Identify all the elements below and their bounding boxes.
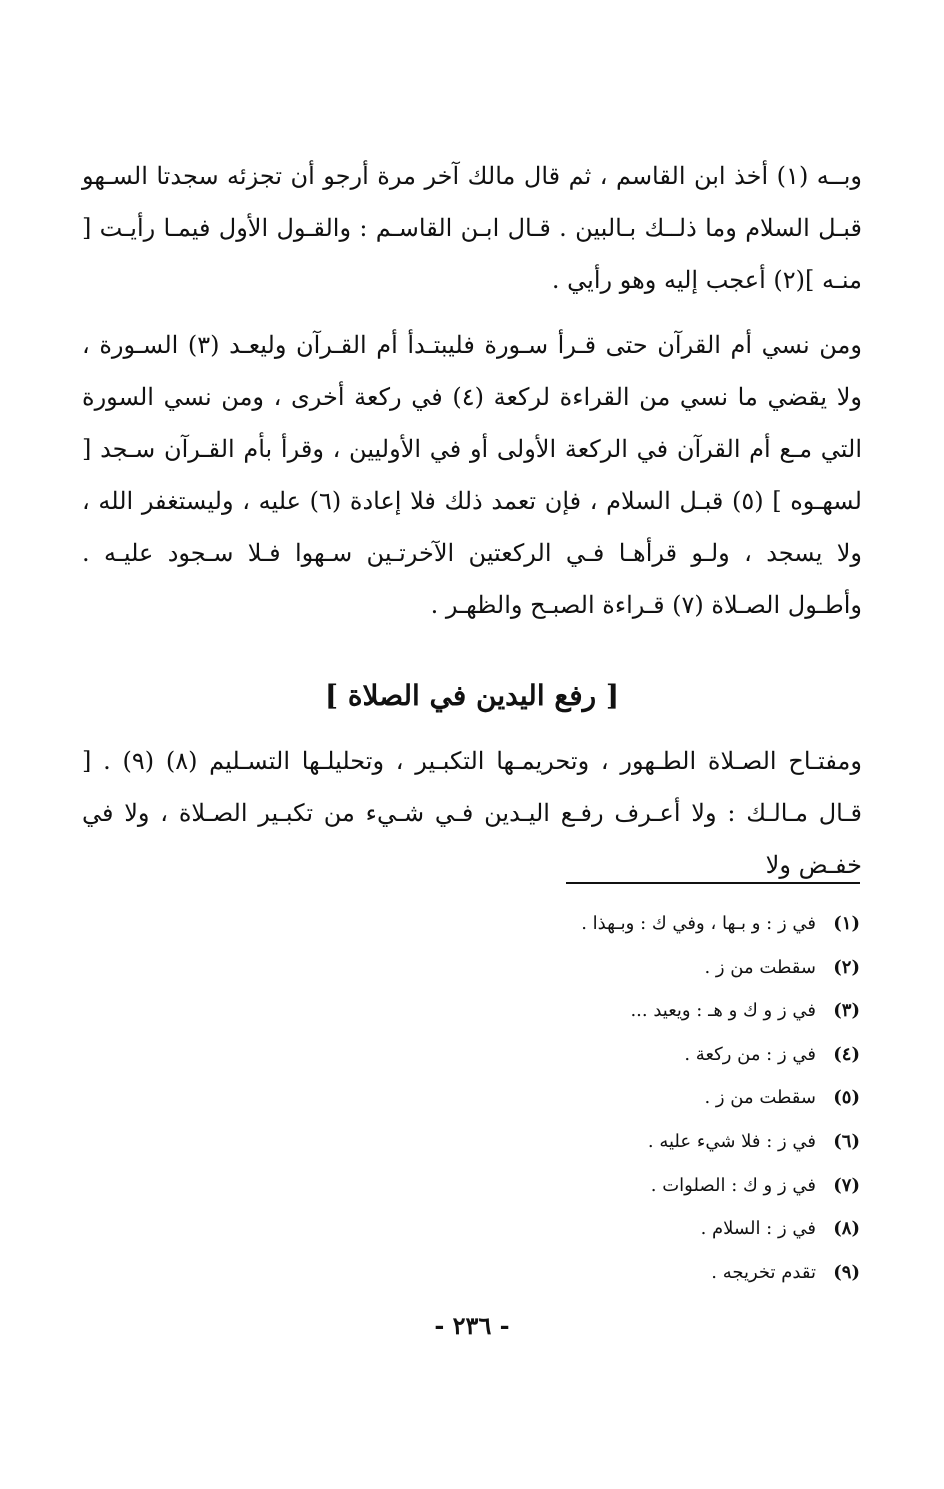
footnote-number: (٦): [833, 1130, 860, 1152]
footnote-number: (٢): [833, 956, 860, 978]
paragraph-3: ومفتـاح الصـلاة الطـهور ، وتحريمـها التكبـير ، وتحليلـها التسـليم (٨) (٩) . [ قـال مـالـك : ولا أعـرف رفـع اليـدين فـي شـيء من تكبـير الصـلاة ، ولا في خفـض ولا: [82, 747, 862, 879]
footnote-item: [300, 1164, 860, 1208]
footnote-number: (٥): [833, 1087, 860, 1109]
footnote-item: [300, 902, 860, 946]
footnote-text: تقدم تخريجه .: [711, 1261, 816, 1283]
footnote-number: (٤): [833, 1043, 860, 1065]
footnote-divider: [566, 882, 860, 884]
footnote-item: [300, 1251, 860, 1295]
paragraph-2: ومن نسي أم القرآن حتى قـرأ سـورة فليبتـدأ أم القـرآن وليعـد (٣) السـورة ، ولا يقضي ما نسي من القراءة لركعة (٤) في ركعة أخرى ، ومن نسي السورة التي مـع أم القرآن في الركعة الأولى أو في الأوليين ، وقرأ بأم القـرآن سـجد [ لسهـوه ] (٥) قبـل السلام ، فإن تعمد ذلك فلا إعادة (٦) عليه ، وليستغفر الله ، ولا يسجد ، ولـو قرأهـا فـي الركعتين الآخرتـين سـهوا فـلا سـجود عليـه . وأطـول الصـلاة (٧) قـراءة الصبـح والظهـر .: [82, 331, 862, 619]
footnote-number: (٣): [833, 1000, 860, 1022]
footnote-text: في ز : فلا شيء عليه .: [647, 1130, 816, 1152]
footnote-item: [300, 1120, 860, 1164]
footnote-text: سقطت من ز .: [704, 1087, 816, 1109]
footnote-text: في ز : من ركعة .: [684, 1043, 816, 1065]
footnote-text: في ز : السلام .: [700, 1218, 816, 1240]
footnote-text: في ز : و بـها ، وفي ك : وبـهذا .: [581, 913, 816, 934]
footnote-item: [300, 1033, 860, 1077]
footnote-item: [300, 1207, 860, 1251]
footnotes-list: [300, 902, 860, 1294]
footnote-item: [300, 989, 860, 1033]
footnote-number: (٧): [833, 1174, 860, 1196]
footnote-item: [300, 1076, 860, 1120]
page-number: - ٢٣٦ -: [434, 1311, 510, 1340]
footnote-text: سقطت من ز .: [704, 956, 816, 978]
section-heading: [ رفع اليدين في الصلاة ]: [324, 679, 620, 712]
footnote-text: في ز و ك : الصلوات .: [650, 1174, 816, 1196]
footnote-number: (١): [833, 913, 860, 934]
footnote-text: في ز و ك و هـ : ويعيد ...: [630, 1000, 816, 1022]
footnote-number: (٩): [833, 1261, 860, 1283]
footnote-item: [300, 946, 860, 990]
paragraph-1: وبــه (١) أخذ ابن القاسم ، ثم قال مالك آخر مرة أرجو أن تجزئه سجدتا السـهو قبـل السلام وما ذلــك بـالبين . قـال ابـن القاسـم : والقـول الأول فيمـا رأيـت [ منـه ](٢) أعجب إليه وهو رأيي .: [82, 162, 862, 294]
footnote-number: (٨): [833, 1218, 860, 1240]
